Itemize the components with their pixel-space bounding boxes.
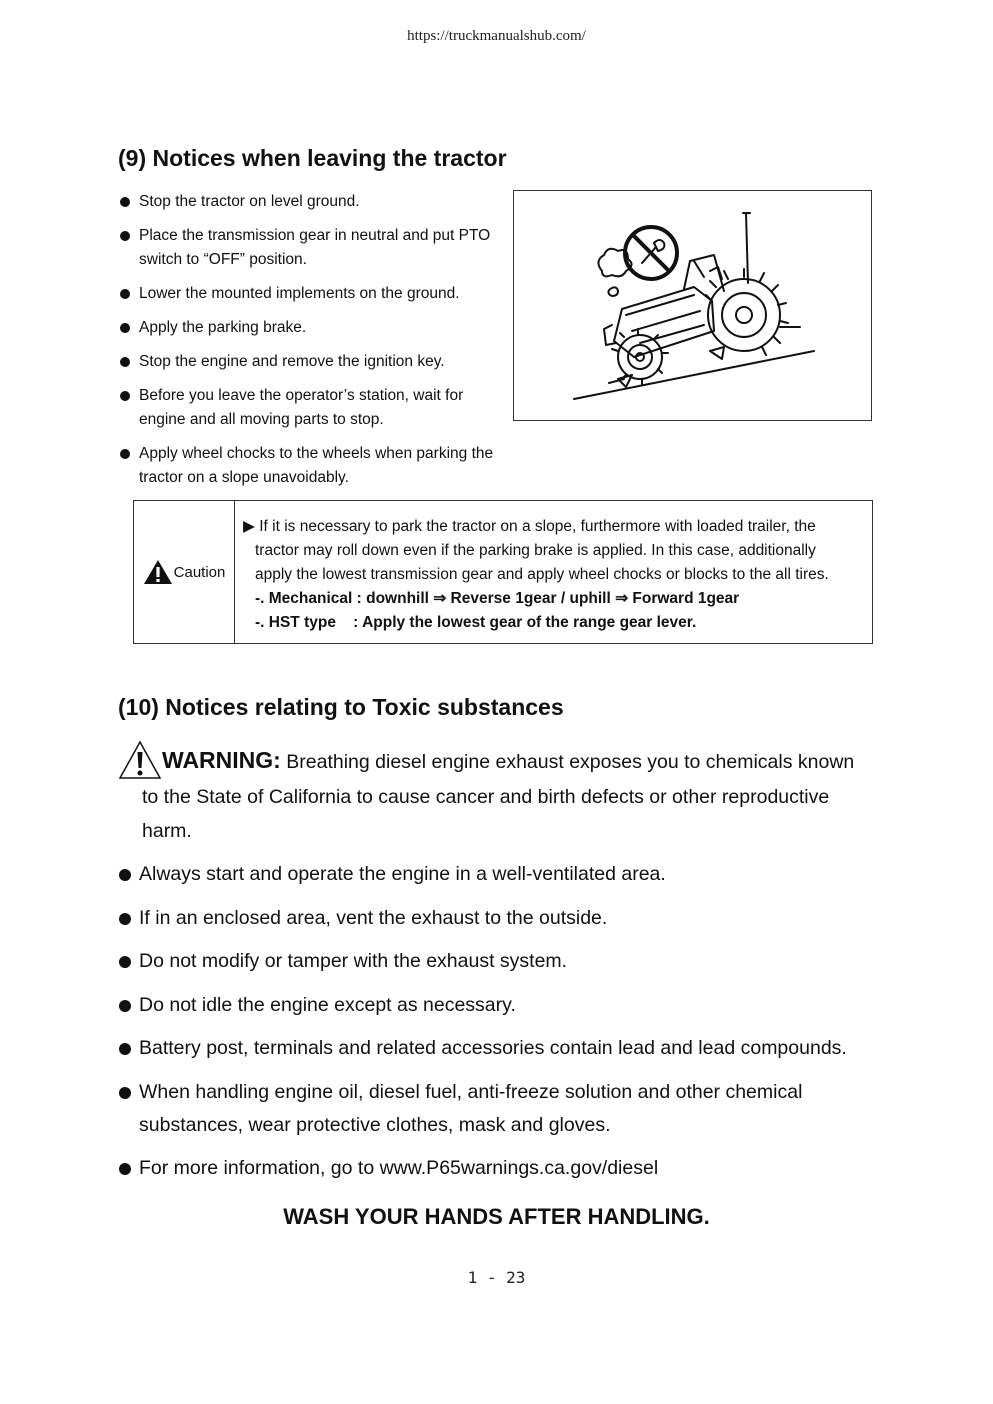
list-item: Apply wheel chocks to the wheels when parking the tractor on a slope unavoidably. bbox=[118, 442, 503, 490]
section-10-list bbox=[118, 858, 888, 1196]
bullet-icon bbox=[120, 449, 130, 459]
warning-paragraph bbox=[118, 740, 878, 848]
source-url[interactable]: https://truckmanualshub.com/ bbox=[407, 28, 586, 44]
bullet-icon bbox=[119, 1000, 131, 1012]
warning-triangle-icon bbox=[143, 559, 173, 585]
list-item: Battery post, terminals and related accessories contain lead and lead compounds. bbox=[118, 1032, 888, 1065]
caution-line: apply the lowest transmission gear and apply wheel chocks or blocks to the all tires. bbox=[255, 566, 829, 583]
tractor-illustration-icon bbox=[514, 191, 871, 420]
list-item: Lower the mounted implements on the ground. bbox=[118, 282, 503, 306]
caution-line: ▶ If it is necessary to park the tractor on a slope, furthermore with loaded trailer, the bbox=[243, 518, 816, 535]
list-item: If in an enclosed area, vent the exhaust to the outside. bbox=[118, 902, 888, 935]
warning-line: harm. bbox=[142, 820, 192, 842]
bullet-icon bbox=[119, 1043, 131, 1055]
list-item: Apply the parking brake. bbox=[118, 316, 503, 340]
tractor-on-slope-illustration bbox=[513, 190, 872, 421]
section-10-title: (10) Notices relating to Toxic substances bbox=[118, 694, 564, 720]
warning-label: WARNING: bbox=[162, 747, 281, 773]
warning-triangle-icon bbox=[118, 740, 162, 780]
bullet-icon bbox=[120, 231, 130, 241]
bullet-icon bbox=[119, 913, 131, 925]
list-item: Place the transmission gear in neutral and put PTO switch to “OFF” position. bbox=[118, 224, 503, 272]
list-item: For more information, go to www.P65warnings.ca.gov/diesel bbox=[118, 1152, 888, 1185]
caution-label-cell bbox=[134, 501, 235, 643]
caution-line: tractor may roll down even if the parking brake is applied. In this case, additionally bbox=[255, 542, 816, 559]
bullet-icon bbox=[120, 289, 130, 299]
bullet-icon bbox=[120, 197, 130, 207]
list-item: Before you leave the operator’s station, wait for engine and all moving parts to stop. bbox=[118, 384, 503, 432]
list-item: Stop the engine and remove the ignition key. bbox=[118, 350, 503, 374]
caution-box bbox=[133, 500, 873, 644]
caution-text bbox=[235, 501, 872, 643]
warning-line: WARNING: Breathing diesel engine exhaust exposes you to chemicals known bbox=[118, 740, 878, 780]
list-item: Stop the tractor on level ground. bbox=[118, 190, 503, 214]
list-item: Do not idle the engine except as necessary. bbox=[118, 989, 888, 1022]
caution-line-mechanical: -. Mechanical : downhill ⇒ Reverse 1gear / uphill ⇒ Forward 1gear bbox=[255, 590, 740, 607]
caution-line-hst: -. HST type : Apply the lowest gear of the range gear lever. bbox=[255, 614, 697, 631]
list-item: When handling engine oil, diesel fuel, anti-freeze solution and other chemical substances, wear protective clothes, mask and gloves. bbox=[118, 1076, 888, 1142]
section-9-list bbox=[118, 190, 503, 500]
warning-line: to the State of California to cause cancer and birth defects or other reproductive bbox=[142, 786, 830, 808]
bullet-icon bbox=[120, 357, 130, 367]
bullet-icon bbox=[119, 1087, 131, 1099]
list-item: Do not modify or tamper with the exhaust system. bbox=[118, 945, 888, 978]
bullet-icon bbox=[119, 869, 131, 881]
bullet-icon bbox=[120, 391, 130, 401]
section-9-title: (9) Notices when leaving the tractor bbox=[118, 145, 507, 171]
page-number: 1 - 23 bbox=[467, 1268, 526, 1287]
caution-label: Caution bbox=[173, 563, 226, 581]
list-item: Always start and operate the engine in a well-ventilated area. bbox=[118, 858, 888, 891]
bullet-icon bbox=[119, 956, 131, 968]
bullet-icon bbox=[119, 1163, 131, 1175]
wash-hands-notice: WASH YOUR HANDS AFTER HANDLING. bbox=[283, 1204, 710, 1229]
bullet-icon bbox=[120, 323, 130, 333]
